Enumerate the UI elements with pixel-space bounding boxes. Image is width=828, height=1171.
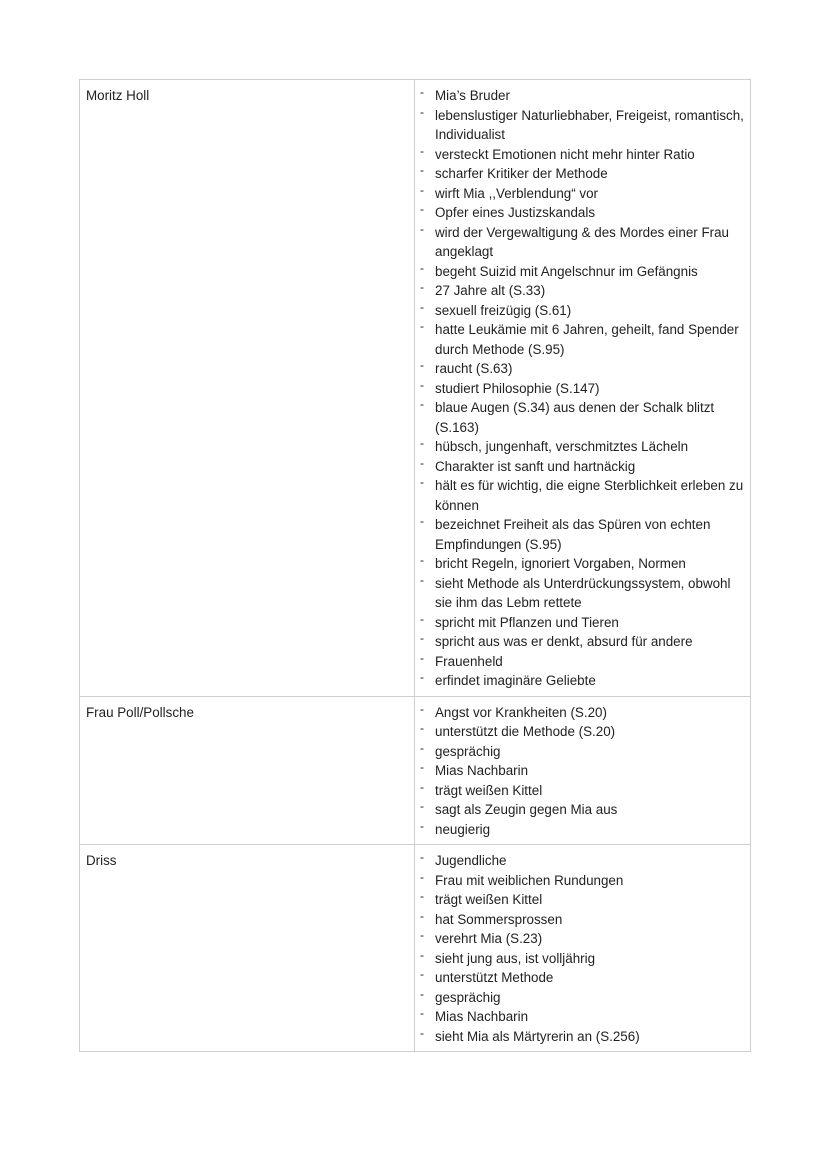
bullet-dash-icon: -	[420, 397, 424, 411]
trait-text: trägt weißen Kittel	[435, 892, 543, 907]
character-name-cell	[80, 80, 415, 697]
trait-item	[415, 671, 746, 691]
trait-text: bezeichnet Freiheit als das Spüren von echten Empfindungen (S.95)	[435, 517, 711, 552]
trait-item	[415, 703, 746, 723]
trait-item	[415, 820, 746, 840]
trait-item	[415, 800, 746, 820]
character-name: Frau Poll/Pollsche	[86, 704, 194, 720]
bullet-dash-icon: -	[420, 455, 424, 470]
bullet-dash-icon: -	[420, 889, 424, 903]
trait-text: spricht mit Pflanzen und Tieren	[435, 614, 619, 630]
character-name-cell	[80, 845, 415, 1052]
trait-item	[415, 359, 746, 379]
bullet-dash-icon: -	[420, 85, 424, 99]
trait-text: spricht aus was er denkt, absurd für andere	[435, 634, 693, 649]
trait-item	[415, 613, 746, 633]
character-traits-cell	[415, 845, 751, 1052]
trait-text: gesprächig	[435, 989, 501, 1005]
bullet-dash-icon: -	[420, 299, 424, 314]
trait-text: unterstützt die Methode (S.20)	[435, 724, 616, 739]
bullet-dash-icon: -	[420, 818, 424, 833]
bullet-dash-icon: -	[420, 553, 424, 567]
trait-item	[415, 1027, 746, 1047]
trait-item	[415, 86, 746, 106]
trait-text: scharfer Kritiker der Methode	[435, 166, 608, 181]
bullet-dash-icon: -	[420, 143, 424, 158]
trait-item	[415, 398, 746, 437]
trait-item	[415, 379, 746, 399]
trait-text: wirft Mia ,,Verblendung“ vor	[435, 185, 598, 201]
trait-item	[415, 203, 746, 223]
trait-item	[415, 910, 746, 930]
trait-item	[415, 1007, 746, 1027]
trait-item	[415, 164, 746, 184]
bullet-dash-icon: -	[420, 908, 424, 923]
trait-text: sieht Mia als Märtyrerin an (S.256)	[435, 1028, 640, 1044]
character-name: Moritz Holl	[86, 88, 150, 103]
bullet-dash-icon: -	[420, 436, 424, 450]
trait-item	[415, 652, 746, 672]
trait-text: 27 Jahre alt (S.33)	[435, 283, 546, 298]
trait-text: gesprächig	[435, 743, 501, 759]
trait-text: versteckt Emotionen nicht mehr hinter Ratio	[435, 146, 695, 162]
trait-text: verehrt Mia (S.23)	[435, 931, 543, 946]
trait-item	[415, 722, 746, 742]
bullet-dash-icon: -	[420, 928, 424, 942]
bullet-dash-icon: -	[420, 163, 424, 177]
trait-item	[415, 781, 746, 801]
table-row	[80, 845, 751, 1052]
trait-text: hübsch, jungenhaft, verschmitztes Lächeln	[435, 439, 689, 454]
trait-item	[415, 515, 746, 554]
bullet-dash-icon: -	[420, 850, 424, 864]
trait-item	[415, 929, 746, 949]
bullet-dash-icon: -	[420, 377, 424, 392]
trait-text: Frau mit weiblichen Rundungen	[435, 872, 624, 888]
bullet-dash-icon: -	[420, 104, 424, 119]
bullet-dash-icon: -	[420, 514, 424, 528]
character-traits-cell	[415, 80, 751, 697]
trait-text: sagt als Zeugin gegen Mia aus	[435, 802, 618, 817]
trait-item	[415, 184, 746, 204]
trait-item	[415, 437, 746, 457]
trait-text: begeht Suizid mit Angelschnur im Gefängnis	[435, 263, 698, 279]
bullet-dash-icon: -	[420, 280, 424, 294]
table-row	[80, 696, 751, 845]
trait-item	[415, 890, 746, 910]
trait-text: hatte Leukämie mit 6 Jahren, geheilt, fand Spender durch Methode (S.95)	[435, 322, 739, 357]
character-traits-cell	[415, 696, 751, 845]
trait-text: hat Sommersprossen	[435, 911, 563, 927]
bullet-dash-icon: -	[420, 799, 424, 813]
trait-list	[415, 697, 750, 845]
trait-list	[415, 845, 750, 1051]
trait-item	[415, 554, 746, 574]
trait-text: erfindet imaginäre Geliebte	[435, 673, 596, 688]
trait-text: raucht (S.63)	[435, 361, 513, 376]
bullet-dash-icon: -	[420, 182, 424, 197]
trait-text: blaue Augen (S.34) aus denen der Schalk blitzt (S.163)	[435, 400, 715, 435]
bullet-dash-icon: -	[420, 779, 424, 794]
bullet-dash-icon: -	[420, 701, 424, 716]
trait-item	[415, 574, 746, 613]
trait-item	[415, 223, 746, 262]
trait-item	[415, 320, 746, 359]
bullet-dash-icon: -	[420, 986, 424, 1001]
trait-text: wird der Vergewaltigung & des Mordes einer Frau angeklagt	[435, 224, 729, 259]
bullet-dash-icon: -	[420, 358, 424, 372]
trait-item	[415, 968, 746, 988]
bullet-dash-icon: -	[420, 475, 424, 489]
trait-text: sexuell freizügig (S.61)	[435, 302, 572, 318]
trait-item	[415, 281, 746, 301]
bullet-dash-icon: -	[420, 670, 424, 684]
table-row	[80, 80, 751, 697]
trait-text: Mias Nachbarin	[435, 1009, 529, 1024]
trait-item	[415, 262, 746, 282]
trait-item	[415, 949, 746, 969]
bullet-dash-icon: -	[420, 1025, 424, 1040]
trait-item	[415, 988, 746, 1008]
trait-item	[415, 632, 746, 652]
trait-item	[415, 457, 746, 477]
trait-text: unterstützt Methode	[435, 970, 554, 985]
bullet-dash-icon: -	[420, 319, 424, 333]
trait-text: Opfer eines Justizskandals	[435, 205, 596, 220]
trait-item	[415, 106, 746, 145]
trait-text: Frauenheld	[435, 653, 503, 669]
bullet-dash-icon: -	[420, 740, 424, 755]
trait-item	[415, 871, 746, 891]
bullet-dash-icon: -	[420, 631, 424, 645]
trait-text: sieht Methode als Unterdrückungssystem, obwohl sie ihm das Lebm rettete	[435, 575, 731, 610]
character-table-body	[80, 80, 751, 1052]
trait-text: Charakter ist sanft und hartnäckig	[435, 458, 636, 474]
bullet-dash-icon: -	[420, 221, 424, 236]
trait-item	[415, 145, 746, 165]
bullet-dash-icon: -	[420, 721, 424, 735]
trait-item	[415, 851, 746, 871]
trait-item	[415, 301, 746, 321]
bullet-dash-icon: -	[420, 572, 424, 587]
trait-list	[415, 80, 750, 696]
bullet-dash-icon: -	[420, 611, 424, 626]
bullet-dash-icon: -	[420, 947, 424, 962]
trait-text: studiert Philosophie (S.147)	[435, 380, 600, 396]
trait-item	[415, 761, 746, 781]
bullet-dash-icon: -	[420, 650, 424, 665]
bullet-dash-icon: -	[420, 202, 424, 216]
bullet-dash-icon: -	[420, 260, 424, 275]
character-table	[79, 79, 751, 1052]
bullet-dash-icon: -	[420, 869, 424, 884]
trait-text: trägt weißen Kittel	[435, 782, 543, 798]
trait-text: Jugendliche	[435, 853, 507, 868]
trait-text: hält es für wichtig, die eigne Sterblichkeit erleben zu können	[435, 478, 744, 513]
trait-text: lebenslustiger Naturliebhaber, Freigeist, romantisch, Individualist	[435, 107, 744, 142]
trait-text: Angst vor Krankheiten (S.20)	[435, 704, 607, 720]
trait-text: sieht jung aus, ist volljährig	[435, 950, 596, 966]
trait-text: bricht Regeln, ignoriert Vorgaben, Normen	[435, 556, 686, 571]
trait-text: Mia’s Bruder	[435, 88, 510, 103]
character-name: Driss	[86, 853, 117, 868]
trait-text: Mias Nachbarin	[435, 763, 529, 778]
bullet-dash-icon: -	[420, 760, 424, 774]
trait-text: neugierig	[435, 821, 491, 837]
bullet-dash-icon: -	[420, 1006, 424, 1020]
trait-item	[415, 476, 746, 515]
bullet-dash-icon: -	[420, 967, 424, 981]
trait-item	[415, 742, 746, 762]
character-name-cell	[80, 696, 415, 845]
